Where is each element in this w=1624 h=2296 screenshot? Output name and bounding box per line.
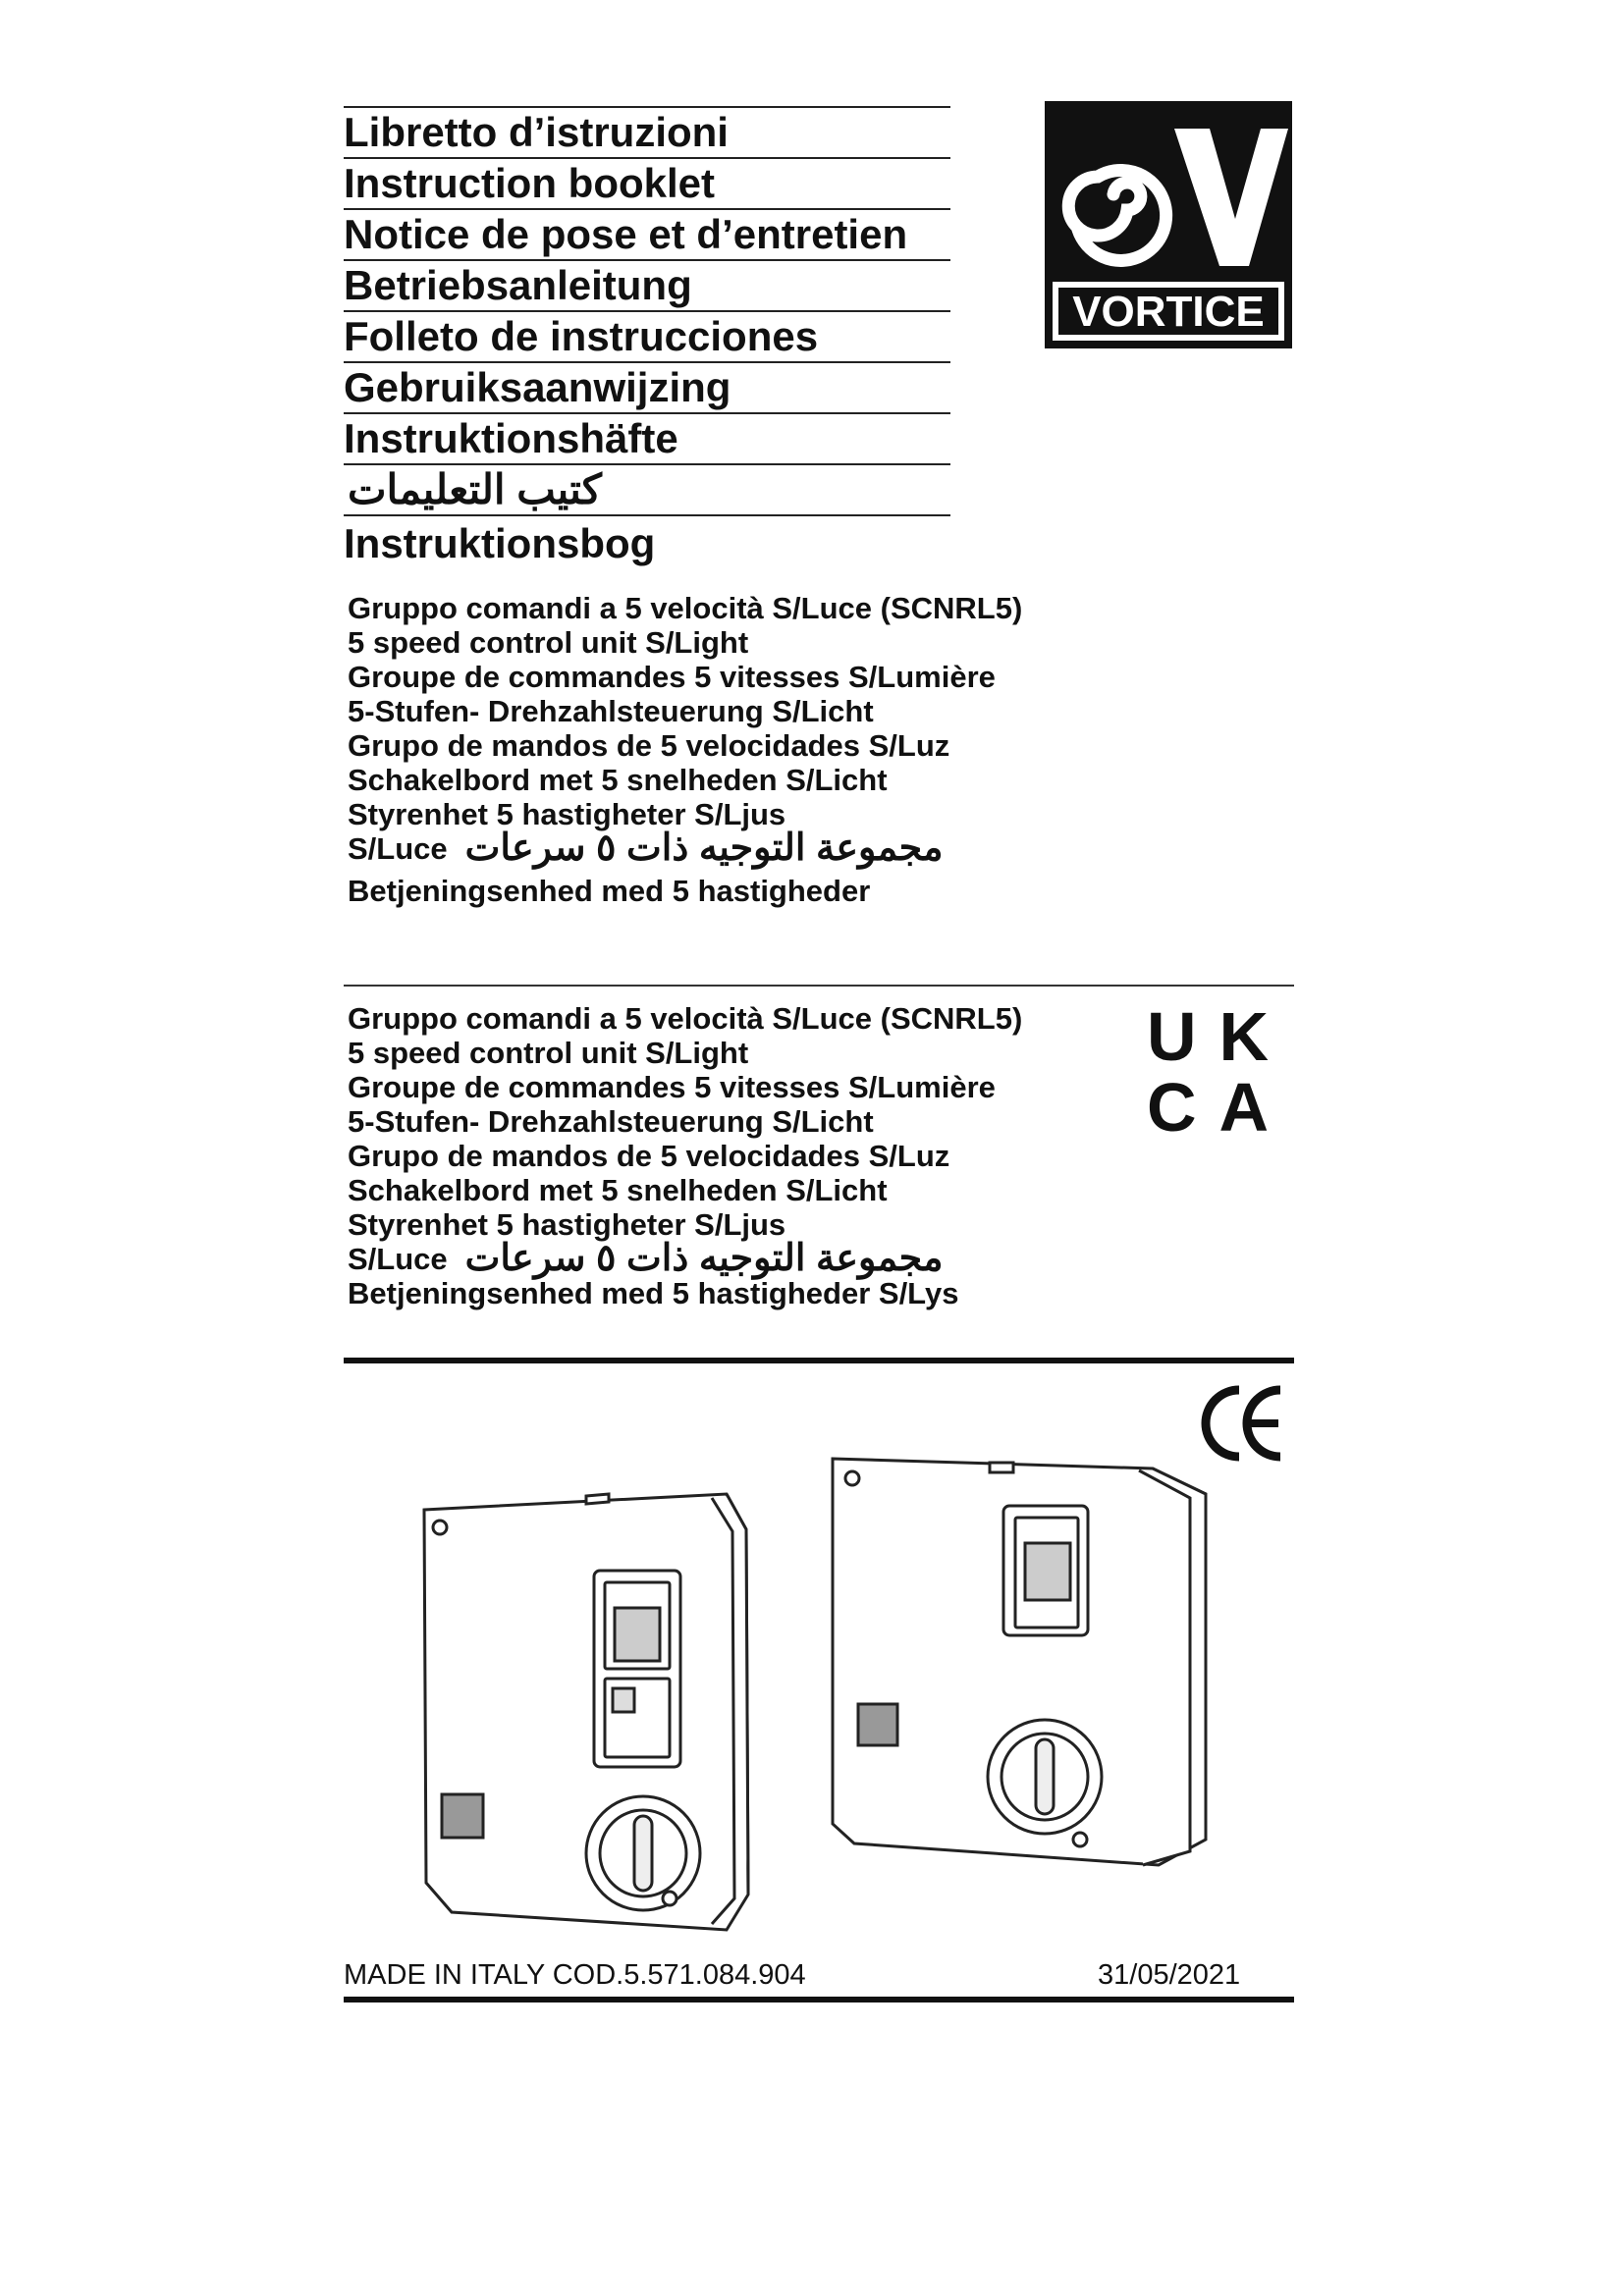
product-line: 5-Stufen- Drehzahlsteuerung S/Licht (348, 694, 874, 728)
ukca-mark (1147, 1003, 1271, 1137)
product-line-latin: S/Luce (348, 1242, 448, 1276)
control-unit-left (424, 1494, 748, 1930)
product-line: Gruppo comandi a 5 velocità S/Luce (SCNRL5) (348, 591, 1023, 625)
product-list-secondary (348, 1001, 1094, 1310)
vortice-logo (1045, 101, 1292, 348)
product-illustration (412, 1421, 1218, 1932)
ukca-top: UK (1147, 1003, 1269, 1075)
product-line: 5-Stufen- Drehzahlsteuerung S/Licht (348, 1104, 874, 1139)
title-it: Libretto d’istruzioni (344, 106, 950, 157)
brand-text: VORTICE (1072, 288, 1265, 336)
product-line-arabic (348, 828, 1094, 869)
product-line: 5 speed control unit S/Light (348, 625, 749, 660)
product-line-latin: S/Luce (348, 831, 448, 866)
title-es: Folleto de instrucciones (344, 310, 950, 361)
product-line-last: Betjeningsenhed med 5 hastigheder S/Lys (348, 1276, 959, 1310)
product-line-last: Betjeningsenhed med 5 hastigheder (348, 874, 871, 908)
product-line: Groupe de commandes 5 vitesses S/Lumière (348, 1070, 996, 1104)
product-line-ar: مجموعة التوجيه ذات ٥ سرعات (464, 1238, 944, 1279)
product-list-primary (348, 591, 1094, 908)
product-line: Grupo de mandos de 5 velocidades S/Luz (348, 728, 950, 763)
product-line: 5 speed control unit S/Light (348, 1036, 749, 1070)
divider-thick (344, 1358, 1294, 1363)
product-line: Gruppo comandi a 5 velocità S/Luce (SCNRL5) (348, 1001, 1023, 1036)
product-line: Schakelbord met 5 snelheden S/Licht (348, 763, 888, 797)
title-en: Instruction booklet (344, 157, 950, 208)
product-line: Schakelbord met 5 snelheden S/Licht (348, 1173, 888, 1207)
ukca-bottom: CA (1147, 1069, 1269, 1137)
product-line: Groupe de commandes 5 vitesses S/Lumière (348, 660, 996, 694)
divider-bottom (344, 1997, 1294, 2002)
title-de: Betriebsanleitung (344, 259, 950, 310)
footer-date: 31/05/2021 (1098, 1959, 1241, 1991)
product-line: Styrenhet 5 hastigheter S/Ljus (348, 797, 786, 831)
divider (344, 985, 1294, 987)
control-unit-right (833, 1459, 1206, 1865)
product-line-ar: مجموعة التوجيه ذات ٥ سرعات (464, 828, 944, 869)
booklet-titles (344, 106, 950, 571)
title-ar-text: كتيب التعليمات (348, 466, 602, 512)
title-ar (344, 463, 950, 514)
footer-made-in: MADE IN ITALY COD.5.571.084.904 (344, 1959, 806, 1991)
title-nl: Gebruiksaanwijzing (344, 361, 950, 412)
product-line: Styrenhet 5 hastigheter S/Ljus (348, 1207, 786, 1242)
product-line: Grupo de mandos de 5 velocidades S/Luz (348, 1139, 950, 1173)
title-fr: Notice de pose et d’entretien (344, 208, 950, 259)
product-line-arabic (348, 1238, 1094, 1279)
title-da: Instruktionsbog (344, 514, 950, 571)
title-sv: Instruktionshäfte (344, 412, 950, 463)
